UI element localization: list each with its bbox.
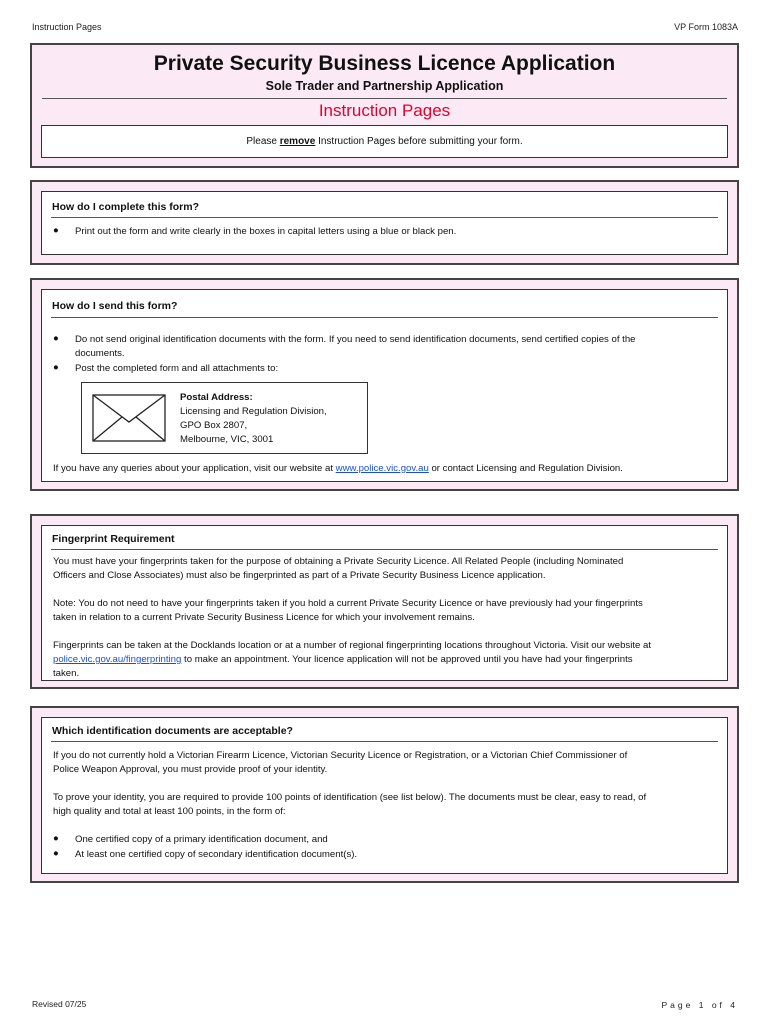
complete-inner-box (41, 191, 728, 255)
header-left: Instruction Pages (32, 22, 102, 32)
bullet-dot: ● (53, 833, 59, 844)
fingerprint-p2-line-1: Note: You do not need to have your fingerprints taken if you hold a current Private Security Licence or have previously had your fingerprints (53, 598, 643, 609)
fingerprint-p2-line-2: taken in relation to a current Private Security Business Licence for which your involvement remains. (53, 612, 475, 623)
postal-line-2: GPO Box 2807, (180, 420, 248, 431)
send-inner-box (41, 289, 728, 482)
identification-bullet-2: At least one certified copy of secondary identification document(s). (75, 849, 358, 860)
bullet-dot: ● (53, 362, 59, 373)
fingerprint-p3-line-1: Fingerprints can be taken at the Docklands location or at a number of regional fingerprinting locations throughout Victoria. Visit our website at (53, 640, 651, 651)
fingerprint-p1-line-2: Officers and Close Associates) must also be fingerprinted as part of a Private Security Business Licence application. (53, 570, 546, 581)
police-website-link[interactable]: www.police.vic.gov.au (335, 463, 429, 474)
identification-inner-box (41, 717, 728, 874)
bullet-dot: ● (53, 848, 59, 859)
postal-address-box (81, 382, 368, 454)
send-section (30, 278, 739, 491)
remove-prefix: Please (246, 136, 280, 147)
envelope-icon (92, 394, 166, 442)
fingerprint-heading: Fingerprint Requirement (52, 533, 175, 545)
send-heading: How do I send this form? (52, 300, 178, 312)
page-number: Page 1 of 4 (661, 1000, 738, 1010)
send-bullet-2: Post the completed form and all attachments to: (75, 363, 279, 374)
identification-p1-line-1: If you do not currently hold a Victorian Firearm Licence, Victorian Security Licence or Registration, or a Victorian Chief Commissioner of (53, 750, 628, 761)
queries-prefix: If you have any queries about your application, visit our website at (53, 463, 336, 474)
queries-suffix: or contact Licensing and Regulation Division. (428, 463, 623, 474)
identification-divider (51, 741, 718, 742)
identification-section (30, 706, 739, 883)
postal-heading: Postal Address: (180, 392, 253, 403)
postal-line-1: Licensing and Regulation Division, (180, 406, 327, 417)
bullet-dot: ● (53, 333, 59, 344)
form-number: VP Form 1083A (674, 22, 738, 32)
identification-p2-line-1: To prove your identity, you are required to provide 100 points of identification (see list below). The documents must be clear, easy to read, of (53, 792, 647, 803)
fingerprint-p1-line-1: You must have your fingerprints taken for the purpose of obtaining a Private Security Licence. All Related People (including Nominated (53, 556, 624, 567)
instruction-heading: Instruction Pages (318, 101, 451, 120)
fingerprint-p3-line-3: taken. (53, 668, 80, 679)
complete-divider (51, 217, 718, 218)
fingerprint-inner-box (41, 525, 728, 681)
complete-heading: How do I complete this form? (52, 201, 200, 213)
remove-word: remove (279, 136, 316, 147)
revision-date: Revised 07/25 (32, 999, 87, 1009)
identification-p1-line-2: Police Weapon Approval, you must provide proof of your identity. (53, 764, 328, 775)
bullet-dot: ● (53, 225, 59, 236)
send-bullet-1-line-2: documents. (75, 348, 125, 359)
send-bullet-1-line-1: Do not send original identification documents with the form. If you need to send identification documents, send certified copies of the (75, 334, 636, 345)
identification-bullet-1: One certified copy of a primary identification document, and (75, 834, 328, 845)
postal-line-3: Melbourne, VIC, 3001 (180, 434, 274, 445)
fingerprint-p3-suffix: to make an appointment. Your licence application will not be approved until you have had your fingerprints (181, 654, 633, 665)
complete-bullet-1: Print out the form and write clearly in the boxes in capital letters using a blue or black pen. (75, 226, 457, 237)
queries-text (53, 462, 623, 476)
identification-p2-line-2: high quality and total at least 100 points, in the form of: (53, 806, 286, 817)
remove-suffix: Instruction Pages before submitting your form. (315, 136, 523, 147)
title-divider (42, 98, 727, 99)
remove-notice (42, 136, 727, 147)
page-subtitle: Sole Trader and Partnership Application (265, 79, 504, 93)
send-divider (51, 317, 718, 318)
fingerprint-p3-line-2 (53, 653, 633, 667)
page-title: Private Security Business Licence Application (153, 52, 616, 75)
remove-notice-box (41, 125, 728, 158)
complete-section (30, 180, 739, 265)
fingerprint-divider (51, 549, 718, 550)
fingerprinting-link[interactable]: police.vic.gov.au/fingerprinting (53, 654, 182, 665)
fingerprint-section (30, 514, 739, 689)
identification-heading: Which identification documents are acceptable? (52, 725, 293, 737)
title-section (30, 43, 739, 168)
